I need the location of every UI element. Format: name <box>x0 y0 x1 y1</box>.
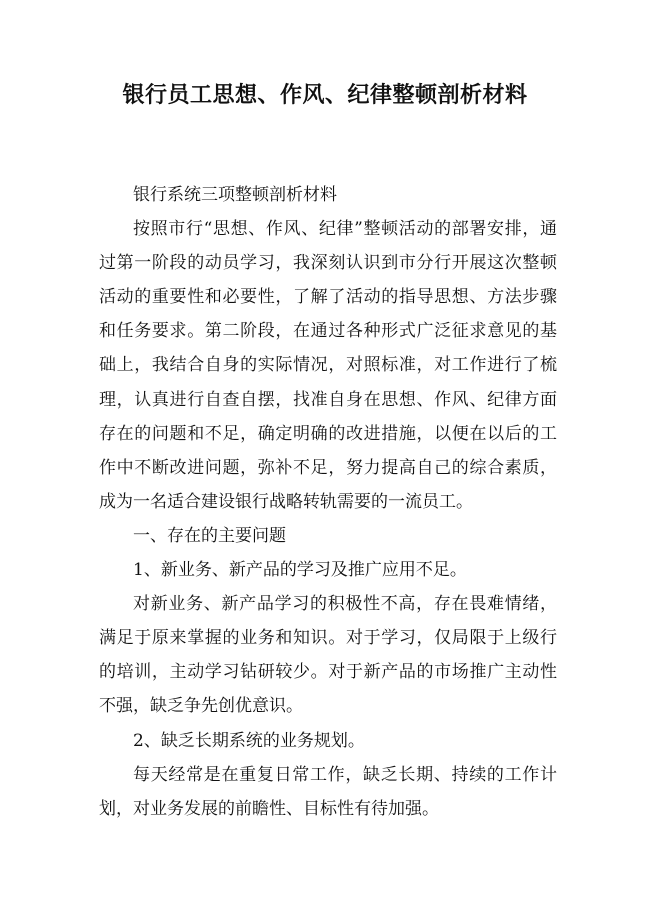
problem-heading-1: 1、新业务、新产品的学习及推广应用不足。 <box>133 560 467 581</box>
problem-paragraph-2: 每天经常是在重复日常工作，缺乏长期、持续的工作计划，对业务发展的前瞻性、目标性有待加强。 <box>99 764 557 819</box>
document-title: 银行员工思想、作风、纪律整顿剖析材料 <box>122 83 528 108</box>
document-body <box>99 178 557 826</box>
problem-heading-2: 2、缺乏长期系统的业务规划。 <box>133 730 365 751</box>
section-heading-problems: 一、存在的主要问题 <box>133 525 286 546</box>
problem-paragraph-1: 对新业务、新产品学习的积极性不高，存在畏难情绪，满足于原来掌握的业务和知识。对于学习，仅局限于上级行的培训，主动学习钻研较少。对于新产品的市场推广主动性不强，缺乏争先创优意识。 <box>99 594 557 717</box>
intro-paragraph: 按照市行“思想、作风、纪律”整顿活动的部署安排，通过第一阶段的动员学习，我深刻认识到市分行开展这次整顿活动的重要性和必要性，了解了活动的指导思想、方法步骤和任务要求。第二阶段，在通过各种形式广泛征求意见的基础上，我结合自身的实际情况，对照标准，对工作进行了梳理，认真进行自查自摆，找准自身在思想、作风、纪律方面存在的问题和不足，确定明确的改进措施，以便在以后的工作中不断改进问题，弥补不足，努力提高自己的综合素质，成为一名适合建设银行战略转轨需要的一流员工。 <box>99 219 557 512</box>
section-subtitle: 银行系统三项整顿剖析材料 <box>133 185 337 205</box>
